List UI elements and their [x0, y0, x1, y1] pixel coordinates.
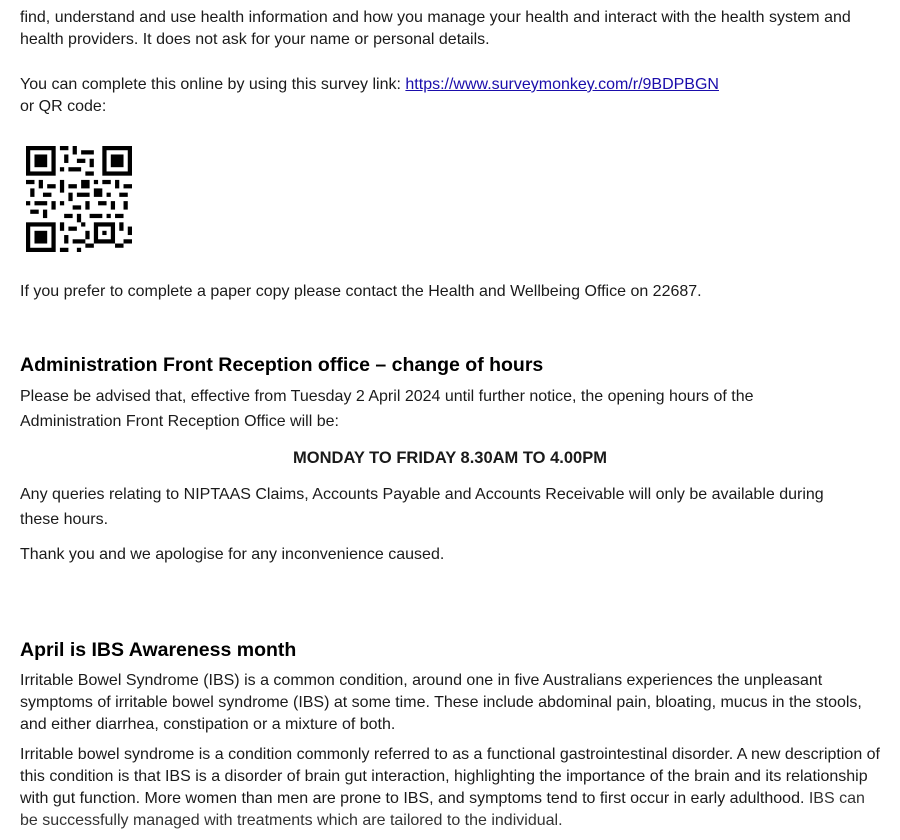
ibs-paragraph-2-main: Irritable bowel syndrome is a condition commonly referred to as a functional gastrointestinal disorder. A new description of this condition is that IBS is a disorder of brain gut interaction, highlighting the importance of the brain and its relationship with gut function. More women than men are prone to IBS, and symptoms tend to first occur in early adulthood. [20, 746, 880, 807]
qr-label: or QR code: [20, 98, 107, 115]
paper-copy-text: If you prefer to complete a paper copy please contact the Health and Wellbeing Office on 22687. [20, 283, 702, 300]
survey-qr-code[interactable] [26, 146, 132, 252]
survey-link[interactable]: https://www.surveymonkey.com/r/9BDPBGN [405, 76, 719, 93]
survey-intro-text: find, understand and use health information and how you manage your health and interact with the health system and health providers. It does not ask for your name or personal details. [20, 9, 851, 48]
reception-queries: Any queries relating to NIPTAAS Claims, Accounts Payable and Accounts Receivable will only be available during these hours. [20, 486, 824, 528]
survey-link-prefix: You can complete this online by using this survey link: [20, 76, 406, 93]
reception-notice: Please be advised that, effective from Tuesday 2 April 2024 until further notice, the opening hours of the Administration Front Reception Office will be: [20, 388, 754, 430]
survey-link-line [20, 74, 880, 96]
ibs-paragraph-2-tail: IBS can be successfully managed with treatments which are tailored to the individual. [20, 790, 865, 829]
ibs-paragraph-1: Irritable Bowel Syndrome (IBS) is a common condition, around one in five Australians experiences the unpleasant symptoms of irritable bowel syndrome (IBS) at some time. These include abdominal pain, bloating, mucus in the stools, and either diarrhea, constipation or a mixture of both. [20, 672, 862, 733]
reception-thanks: Thank you and we apologise for any inconvenience caused. [20, 546, 445, 563]
reception-hours: MONDAY TO FRIDAY 8.30AM TO 4.00PM [293, 449, 607, 467]
ibs-heading: April is IBS Awareness month [20, 639, 297, 661]
reception-heading: Administration Front Reception office – change of hours [20, 354, 544, 376]
ibs-paragraph-2 [20, 744, 880, 832]
